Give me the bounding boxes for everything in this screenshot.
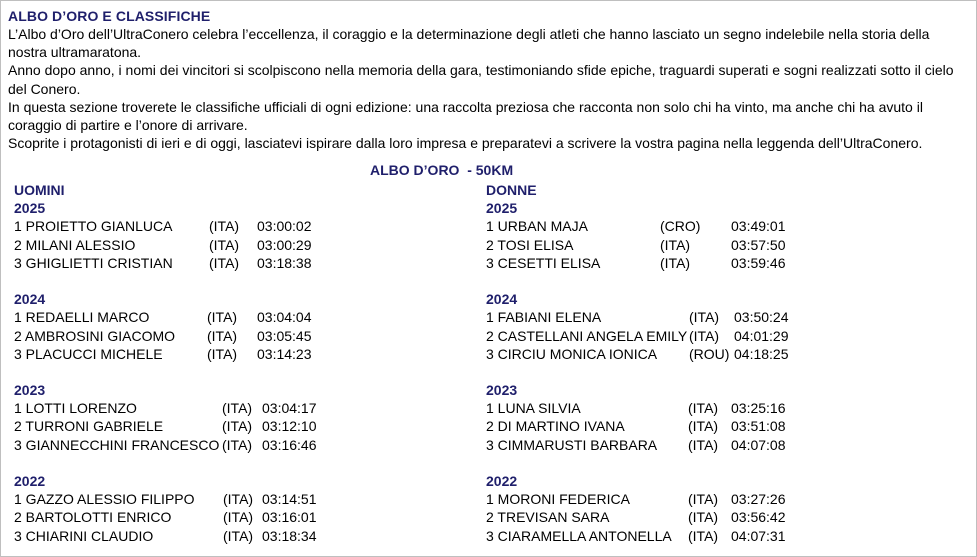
finish-time: 03:04:04 [257, 309, 312, 326]
intro-text [8, 25, 970, 152]
result-row [14, 217, 312, 235]
nationality: (ITA) [207, 327, 238, 344]
finish-time: 03:16:46 [262, 436, 317, 453]
finish-time: 03:18:38 [257, 254, 312, 271]
athlete-name: 3 GHIGLIETTI CRISTIAN [14, 254, 173, 271]
result-row [486, 508, 786, 526]
athlete-name: 1 URBAN MAJA [486, 218, 588, 235]
finish-time: 03:00:29 [257, 236, 312, 253]
result-row [14, 327, 312, 345]
finish-time: 03:49:01 [731, 218, 786, 235]
athlete-name: 2 TOSI ELISA [486, 236, 574, 253]
nationality: (ITA) [207, 345, 238, 362]
nationality: (ITA) [207, 309, 238, 326]
athlete-name: 3 CIRCIU MONICA IONICA [486, 345, 658, 362]
athlete-name: 1 PROIETTO GIANLUCA [14, 218, 173, 235]
nationality: (ITA) [688, 400, 719, 417]
nationality: (ITA) [222, 400, 253, 417]
nationality: (ITA) [688, 491, 719, 508]
section-title: ALBO D’ORO - 50KM [370, 162, 514, 178]
result-row [486, 417, 786, 435]
athlete-name: 2 MILANI ALESSIO [14, 236, 136, 253]
nationality: (ITA) [223, 527, 254, 544]
result-row [486, 236, 786, 254]
spacer [486, 454, 537, 472]
result-row [486, 490, 786, 508]
women-column [486, 181, 789, 545]
finish-time: 03:14:23 [257, 345, 312, 362]
finish-time: 03:14:51 [262, 491, 317, 508]
athlete-name: 3 PLACUCCI MICHELE [14, 345, 163, 362]
result-row [14, 399, 317, 417]
year-heading: 2024 [486, 291, 518, 308]
result-row [14, 236, 312, 254]
year-heading: 2025 [14, 200, 46, 217]
athlete-name: 2 TREVISAN SARA [486, 509, 610, 526]
page-title: ALBO D’ORO E CLASSIFICHE [8, 8, 211, 24]
athlete-name: 2 BARTOLOTTI ENRICO [14, 509, 172, 526]
result-row [486, 436, 786, 454]
result-row [486, 217, 786, 235]
finish-time: 03:18:34 [262, 527, 317, 544]
nationality: (ITA) [688, 509, 719, 526]
result-row [486, 399, 786, 417]
intro-paragraph: Scoprite i protagonisti di ieri e di oggi, lasciatevi ispirare dalla loro impresa e preparatevi a scrivere la vostra pagina nella leggenda dell’UltraConero. [8, 135, 923, 152]
finish-time: 03:25:16 [731, 400, 786, 417]
finish-time: 03:59:46 [731, 254, 786, 271]
athlete-name: 1 MORONI FEDERICA [486, 491, 630, 508]
finish-time: 03:56:42 [731, 509, 786, 526]
finish-time: 03:51:08 [731, 418, 786, 435]
result-row [14, 417, 317, 435]
result-row [486, 327, 789, 345]
athlete-name: 1 LUNA SILVIA [486, 400, 581, 417]
nationality: (ITA) [688, 436, 719, 453]
year-heading: 2024 [14, 291, 46, 308]
finish-time: 03:12:10 [262, 418, 317, 435]
year-heading: 2022 [486, 473, 518, 489]
athlete-name: 1 GAZZO ALESSIO FILIPPO [14, 491, 195, 508]
athlete-name: 2 DI MARTINO IVANA [486, 418, 625, 435]
result-row [14, 490, 317, 508]
nationality: (ITA) [209, 236, 240, 253]
women-heading: DONNE [486, 182, 537, 198]
nationality: (ITA) [223, 491, 254, 508]
finish-time: 03:16:01 [262, 509, 317, 526]
result-row [14, 436, 317, 454]
athlete-name: 3 CIMMARUSTI BARBARA [486, 436, 658, 453]
intro-paragraph: In questa sezione troverete le classifiche ufficiali di ogni edizione: una raccolta preziosa che racconta non solo chi ha vinto, ma anche chi ha avuto il coraggio di partire e l’onore di arrivare. [8, 98, 923, 134]
nationality: (ITA) [209, 218, 240, 235]
finish-time: 03:50:24 [734, 309, 789, 326]
year-heading: 2023 [486, 382, 518, 399]
nationality: (ITA) [660, 236, 691, 253]
nationality: (ITA) [222, 436, 253, 453]
result-row [486, 308, 789, 326]
nationality: (ITA) [689, 309, 720, 326]
intro-paragraph: Anno dopo anno, i nomi dei vincitori si scolpiscono nella memoria della gara, testimoniando sfide epiche, traguardi superati e sogni realizzati sotto il cielo del Conero. [8, 62, 954, 97]
finish-time: 04:18:25 [734, 345, 789, 362]
year-heading: 2023 [14, 382, 46, 399]
athlete-name: 3 GIANNECCHINI FRANCESCO [14, 436, 220, 453]
spacer [486, 363, 537, 381]
spacer [486, 272, 537, 290]
result-row [486, 527, 786, 545]
spacer [14, 272, 65, 290]
finish-time: 04:07:31 [731, 527, 786, 544]
spacer [14, 363, 65, 381]
nationality: (ITA) [688, 418, 719, 435]
nationality: (ITA) [660, 254, 691, 271]
athlete-name: 2 AMBROSINI GIACOMO [14, 327, 176, 344]
finish-time: 04:07:08 [731, 436, 786, 453]
athlete-name: 3 CHIARINI CLAUDIO [14, 527, 154, 544]
nationality: (ITA) [222, 418, 253, 435]
men-heading: UOMINI [14, 182, 65, 198]
result-row [14, 527, 317, 545]
result-row [14, 345, 312, 363]
result-row [14, 254, 312, 272]
nationality: (ROU) [689, 345, 730, 362]
intro-paragraph: L’Albo d’Oro dell’UltraConero celebra l’eccellenza, il coraggio e la determinazione degli atleti che hanno lasciato un segno indelebile nella storia della nostra ultramaratona. [8, 26, 930, 61]
finish-time: 04:01:29 [734, 327, 789, 344]
spacer [14, 454, 65, 472]
result-row [14, 308, 312, 326]
nationality: (ITA) [209, 254, 240, 271]
finish-time: 03:57:50 [731, 236, 786, 253]
athlete-name: 1 FABIANI ELENA [486, 309, 602, 326]
finish-time: 03:05:45 [257, 327, 312, 344]
finish-time: 03:27:26 [731, 491, 786, 508]
result-row [14, 508, 317, 526]
athlete-name: 3 CESETTI ELISA [486, 254, 601, 271]
result-row [486, 254, 786, 272]
athlete-name: 2 TURRONI GABRIELE [14, 418, 164, 435]
nationality: (ITA) [688, 527, 719, 544]
men-column [14, 181, 317, 545]
nationality: (ITA) [689, 327, 720, 344]
finish-time: 03:00:02 [257, 218, 312, 235]
result-row [486, 345, 789, 363]
athlete-name: 1 LOTTI LORENZO [14, 400, 137, 417]
nationality: (CRO) [660, 218, 701, 235]
athlete-name: 3 CIARAMELLA ANTONELLA [486, 527, 672, 544]
year-heading: 2025 [486, 200, 518, 217]
finish-time: 03:04:17 [262, 400, 317, 417]
athlete-name: 2 CASTELLANI ANGELA EMILY [486, 327, 688, 344]
nationality: (ITA) [223, 509, 254, 526]
athlete-name: 1 REDAELLI MARCO [14, 309, 150, 326]
year-heading: 2022 [14, 473, 46, 489]
